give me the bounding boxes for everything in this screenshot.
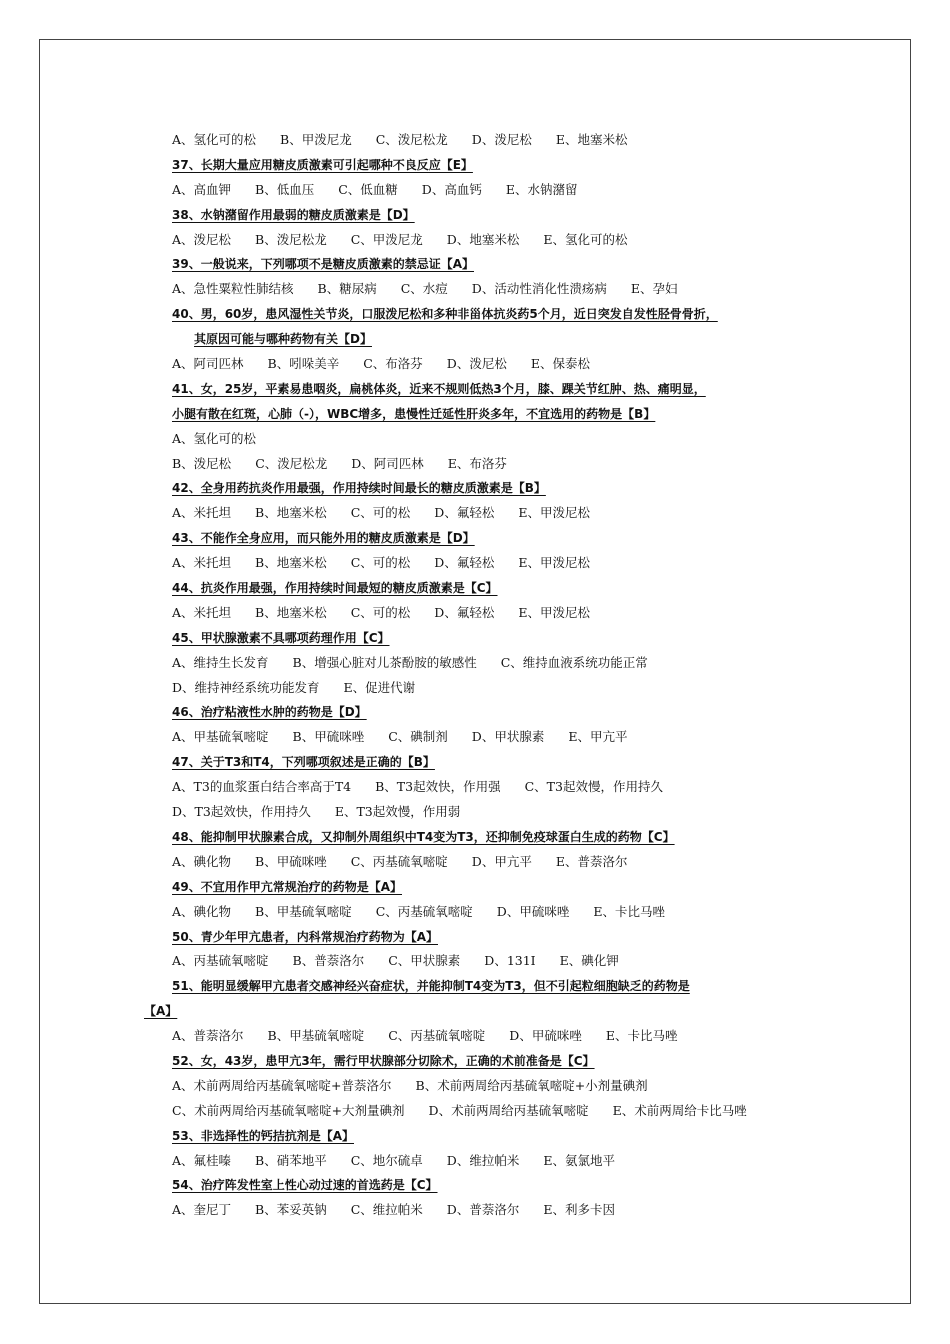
options-line (172, 800, 872, 825)
answer-option: B、低血压 (255, 181, 315, 197)
question-text: 【A】 (144, 1004, 178, 1019)
answer-option: B、甲硫咪唑 (292, 729, 365, 745)
answer-option: C、泼尼松龙 (375, 132, 448, 147)
options-line (172, 601, 872, 626)
answer-option: E、卡比马唑 (593, 903, 665, 919)
answer-option: A、术前两周给丙基硫氧嘧啶+普萘洛尔 (172, 1077, 392, 1093)
answer-option: B、地塞米松 (255, 505, 327, 521)
answer-option: D、甲亢平 (471, 853, 532, 869)
answer-option: D、维持神经系统功能发育 (172, 679, 320, 695)
answer-option: B、甲基硫氧嘧啶 (255, 903, 352, 919)
answer-option: C、地尔硫卓 (350, 1152, 423, 1168)
answer-option: A、奎尼丁 (172, 1202, 232, 1218)
question-text: 49、不宜用作甲亢常规治疗的药物是【A】 (172, 879, 402, 894)
answer-option: B、地塞米松 (255, 604, 327, 620)
question-line (172, 302, 872, 327)
answer-option: C、可的松 (350, 555, 411, 571)
options-line (172, 676, 872, 701)
question-line (172, 700, 872, 725)
answer-option: C、维持血液系统功能正常 (500, 654, 648, 670)
answer-option: A、T3的血浆蛋白结合率高于T4 (172, 779, 352, 795)
answer-option: E、水钠潴留 (505, 181, 578, 197)
answer-option: E、布洛芬 (447, 455, 507, 471)
options-line (172, 1149, 872, 1174)
question-line (172, 1173, 872, 1198)
answer-option: C、T3起效慢，作用持久 (524, 779, 663, 795)
answer-option: E、T3起效慢，作用弱 (334, 804, 461, 820)
answer-option: A、高血钾 (172, 181, 232, 197)
question-text: 38、水钠潴留作用最弱的糖皮质激素是【D】 (172, 207, 415, 222)
answer-option: C、水痘 (400, 281, 448, 297)
answer-option: E、甲泼尼松 (518, 555, 590, 571)
answer-option: D、131I (484, 953, 536, 969)
answer-option: C、碘制剂 (388, 729, 448, 745)
question-line (172, 626, 872, 651)
answer-option: E、甲泼尼松 (518, 505, 590, 521)
answer-option: A、氢化可的松 (172, 430, 257, 446)
answer-option: B、泼尼松 (172, 455, 232, 471)
question-text: 52、女，43岁，患甲亢3年，需行甲状腺部分切除术，正确的术前准备是【C】 (172, 1053, 595, 1068)
answer-option: B、甲硫咪唑 (255, 853, 327, 869)
answer-option: C、丙基硫氧嘧啶 (388, 1028, 486, 1044)
answer-option: B、苯妥英钠 (255, 1202, 327, 1218)
answer-option: B、T3起效快，作用强 (375, 779, 501, 795)
answer-option: A、丙基硫氧嘧啶 (172, 953, 269, 969)
question-line (172, 925, 872, 950)
answer-option: E、利多卡因 (543, 1202, 615, 1218)
options-line (172, 228, 872, 253)
options-line (172, 1024, 872, 1049)
answer-option: D、氟轻松 (434, 505, 495, 521)
answer-option: B、吲哚美辛 (267, 356, 340, 372)
answer-option: E、促进代谢 (343, 679, 416, 695)
answer-option: E、卡比马唑 (605, 1028, 678, 1044)
question-line (172, 153, 872, 178)
answer-option: C、低血糖 (338, 181, 398, 197)
answer-option: C、可的松 (350, 505, 411, 521)
answer-option: D、地塞米松 (446, 231, 520, 247)
answer-option: A、米托坦 (172, 505, 232, 521)
answer-option: E、保泰松 (530, 356, 590, 372)
question-text: 48、能抑制甲状腺素合成，又抑制外周组织中T4变为T3，还抑制免疫球蛋白生成的药物【C】 (172, 829, 675, 844)
answer-option: D、术前两周给丙基硫氧嘧啶 (428, 1102, 589, 1118)
question-text: 53、非选择性的钙拮抗剂是【A】 (172, 1128, 354, 1143)
question-line (172, 377, 872, 402)
question-text: 47、关于T3和T4，下列哪项叙述是正确的【B】 (172, 755, 435, 770)
answer-option: D、活动性消化性溃疡病 (471, 281, 607, 297)
answer-option: A、泼尼松 (172, 231, 232, 247)
question-text: 45、甲状腺激素不具哪项药理作用【C】 (172, 630, 390, 645)
answer-option: A、米托坦 (172, 555, 232, 571)
answer-option: E、氨氯地平 (543, 1152, 615, 1168)
answer-option: E、孕妇 (630, 281, 678, 297)
options-line (172, 900, 872, 925)
question-line (172, 576, 872, 601)
answer-option: B、增强心脏对儿茶酚胺的敏感性 (292, 654, 477, 670)
answer-option: B、甲基硫氧嘧啶 (267, 1028, 365, 1044)
question-text: 44、抗炎作用最强，作用持续时间最短的糖皮质激素是【C】 (172, 581, 498, 596)
answer-option: D、甲硫咪唑 (496, 903, 570, 919)
answer-option: E、普萘洛尔 (555, 853, 628, 869)
answer-option: D、高血钙 (421, 181, 482, 197)
question-line (172, 252, 872, 277)
answer-option: B、甲泼尼龙 (280, 132, 352, 147)
question-line (172, 1049, 872, 1074)
question-text: 50、青少年甲亢患者，内科常规治疗药物为【A】 (172, 929, 438, 944)
answer-option: B、术前两周给丙基硫氧嘧啶+小剂量碘剂 (415, 1077, 648, 1093)
options-line (172, 775, 872, 800)
answer-option: D、氟轻松 (434, 604, 495, 620)
answer-option: B、硝苯地平 (255, 1152, 327, 1168)
options-line (172, 651, 872, 676)
question-line (172, 327, 872, 352)
answer-option: D、维拉帕米 (446, 1152, 520, 1168)
question-line (172, 526, 872, 551)
answer-option: B、地塞米松 (255, 555, 327, 571)
question-text: 40、男，60岁，患风湿性关节炎，口服泼尼松和多种非甾体抗炎药5个月，近日突发自发性胫骨骨折， (172, 307, 718, 322)
options-line (172, 949, 872, 974)
answer-option: A、氢化可的松 (172, 132, 257, 147)
answer-option: C、布洛芬 (363, 356, 423, 372)
answer-option: C、泼尼松龙 (255, 455, 328, 471)
question-text: 小腿有散在红斑，心肺（-），WBC增多，患慢性迁延性肝炎多年，不宜选用的药物是【B】 (172, 406, 656, 421)
question-text: 43、不能作全身应用，而只能外用的糖皮质激素是【D】 (172, 531, 475, 546)
question-line (172, 203, 872, 228)
options-line (172, 277, 872, 302)
answer-option: E、术前两周给卡比马唑 (612, 1102, 747, 1118)
question-text: 46、治疗粘液性水肿的药物是【D】 (172, 705, 367, 720)
question-text: 54、治疗阵发性室上性心动过速的首选药是【C】 (172, 1178, 438, 1193)
answer-option: D、泼尼松 (446, 356, 507, 372)
question-line (172, 750, 872, 775)
answer-option: A、氟桂嗪 (172, 1152, 232, 1168)
answer-option: C、丙基硫氧嘧啶 (375, 903, 473, 919)
answer-option: A、阿司匹林 (172, 356, 244, 372)
question-text: 51、能明显缓解甲亢患者交感神经兴奋症状，并能抑制T4变为T3，但不引起粒细胞缺乏的药物是 (172, 979, 690, 994)
options-line (172, 501, 872, 526)
answer-option: D、甲硫咪唑 (509, 1028, 582, 1044)
answer-option: C、可的松 (350, 604, 411, 620)
answer-option: D、泼尼松 (471, 132, 532, 147)
options-line (172, 452, 872, 477)
answer-option: C、术前两周给丙基硫氧嘧啶+大剂量碘剂 (172, 1102, 405, 1118)
answer-option: B、糖尿病 (317, 281, 377, 297)
answer-option: A、普萘洛尔 (172, 1028, 244, 1044)
question-line (144, 999, 872, 1024)
answer-option: D、T3起效快，作用持久 (172, 804, 311, 820)
question-text: 42、全身用药抗炎作用最强，作用持续时间最长的糖皮质激素是【B】 (172, 481, 546, 496)
answer-option: B、泼尼松龙 (255, 231, 327, 247)
options-line (172, 178, 872, 203)
answer-option: A、甲基硫氧嘧啶 (172, 729, 269, 745)
question-text: 39、一般说来，下列哪项不是糖皮质激素的禁忌证【A】 (172, 257, 474, 272)
question-line (172, 402, 872, 427)
answer-option: E、碘化钾 (559, 953, 619, 969)
question-line (172, 825, 872, 850)
question-line (172, 974, 872, 999)
document-body (144, 128, 872, 1223)
answer-option: D、普萘洛尔 (446, 1202, 520, 1218)
answer-option: E、地塞米松 (555, 132, 628, 147)
answer-option: A、碘化物 (172, 853, 232, 869)
question-text: 37、长期大量应用糖皮质激素可引起哪种不良反应【E】 (172, 157, 473, 172)
question-text: 41、女，25岁，平素易患咽炎，扁桃体炎，近来不规则低热3个月，膝、踝关节红肿、热、痛明显， (172, 381, 706, 396)
options-line (172, 850, 872, 875)
answer-option: B、普萘洛尔 (292, 953, 365, 969)
answer-option: E、甲亢平 (568, 729, 628, 745)
answer-option: C、甲泼尼龙 (350, 231, 423, 247)
answer-option: C、甲状腺素 (388, 953, 461, 969)
options-line (172, 1198, 872, 1223)
options-line (172, 352, 872, 377)
question-line (172, 1124, 872, 1149)
options-line (172, 1099, 872, 1124)
answer-option: D、阿司匹林 (351, 455, 424, 471)
question-line (172, 476, 872, 501)
answer-option: A、维持生长发育 (172, 654, 269, 670)
answer-option: E、甲泼尼松 (518, 604, 590, 620)
answer-option: C、维拉帕米 (350, 1202, 423, 1218)
options-line (172, 1074, 872, 1099)
answer-option: A、急性粟粒性肺结核 (172, 281, 294, 297)
answer-option: E、氢化可的松 (543, 231, 628, 247)
options-line (172, 725, 872, 750)
answer-option: D、甲状腺素 (471, 729, 545, 745)
options-line (172, 128, 872, 153)
question-line (172, 875, 872, 900)
options-line (172, 551, 872, 576)
answer-option: C、丙基硫氧嘧啶 (350, 853, 448, 869)
answer-option: A、碘化物 (172, 903, 232, 919)
options-line (172, 427, 872, 452)
answer-option: D、氟轻松 (434, 555, 495, 571)
answer-option: A、米托坦 (172, 604, 232, 620)
question-text: 其原因可能与哪种药物有关【D】 (194, 332, 372, 347)
